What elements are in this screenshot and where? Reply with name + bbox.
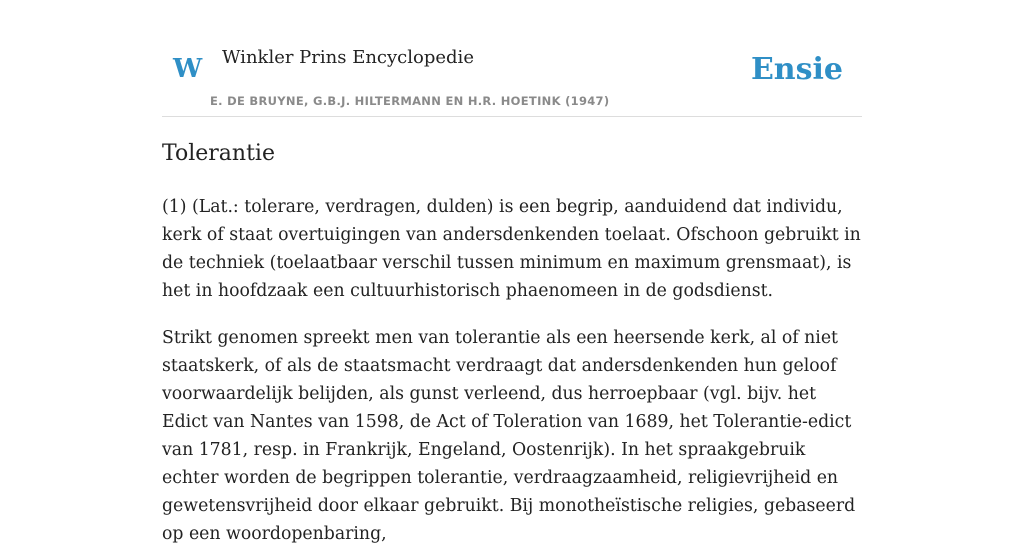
article-paragraph: Strikt genomen spreekt men van tolerantie als een heersende kerk, al of niet staatskerk, of als de staatsmacht verdraagt dat andersdenkenden hun geloof voorwaardelijk belijden, als gunst verleend, dus herroepbaar (vgl. bijv. het Edict van Nantes van 1598, de Act of Toleration van 1689, het Tolerantie-edict van 1781, resp. in Frankrijk, Engeland, Oostenrijk). In het spraakgebruik echter worden de begrippen tolerantie, verdraagzaamheid, religievrijheid en gewetensvrijheid door elkaar gebruikt. Bij monotheïstische religies, gebaseerd op een woordopenbaring, (162, 328, 856, 544)
winkler-prins-logo[interactable]: W (173, 54, 203, 84)
article-paragraph: (1) (Lat.: tolerare, verdragen, dulden) is een begrip, aanduidend dat individu, kerk of staat overtuigingen van andersdenkenden toelaat. Ofschoon gebruikt in de techniek (toelaatbaar verschil tussen minimum en maximum grensmaat), is het in hoofdzaak een cultuurhistorisch phaenomeen in de godsdienst. (162, 197, 861, 301)
source-title-link[interactable]: Winkler Prins Encyclopedie (222, 47, 474, 68)
site-header (162, 30, 862, 117)
article-body (162, 137, 862, 548)
article-title: Tolerantie (162, 141, 275, 166)
source-authors: E. DE BRUYNE, G.B.J. HILTERMANN EN H.R. HOETINK (1947) (210, 94, 610, 108)
ensie-logo-link[interactable]: Ensie (750, 52, 843, 87)
